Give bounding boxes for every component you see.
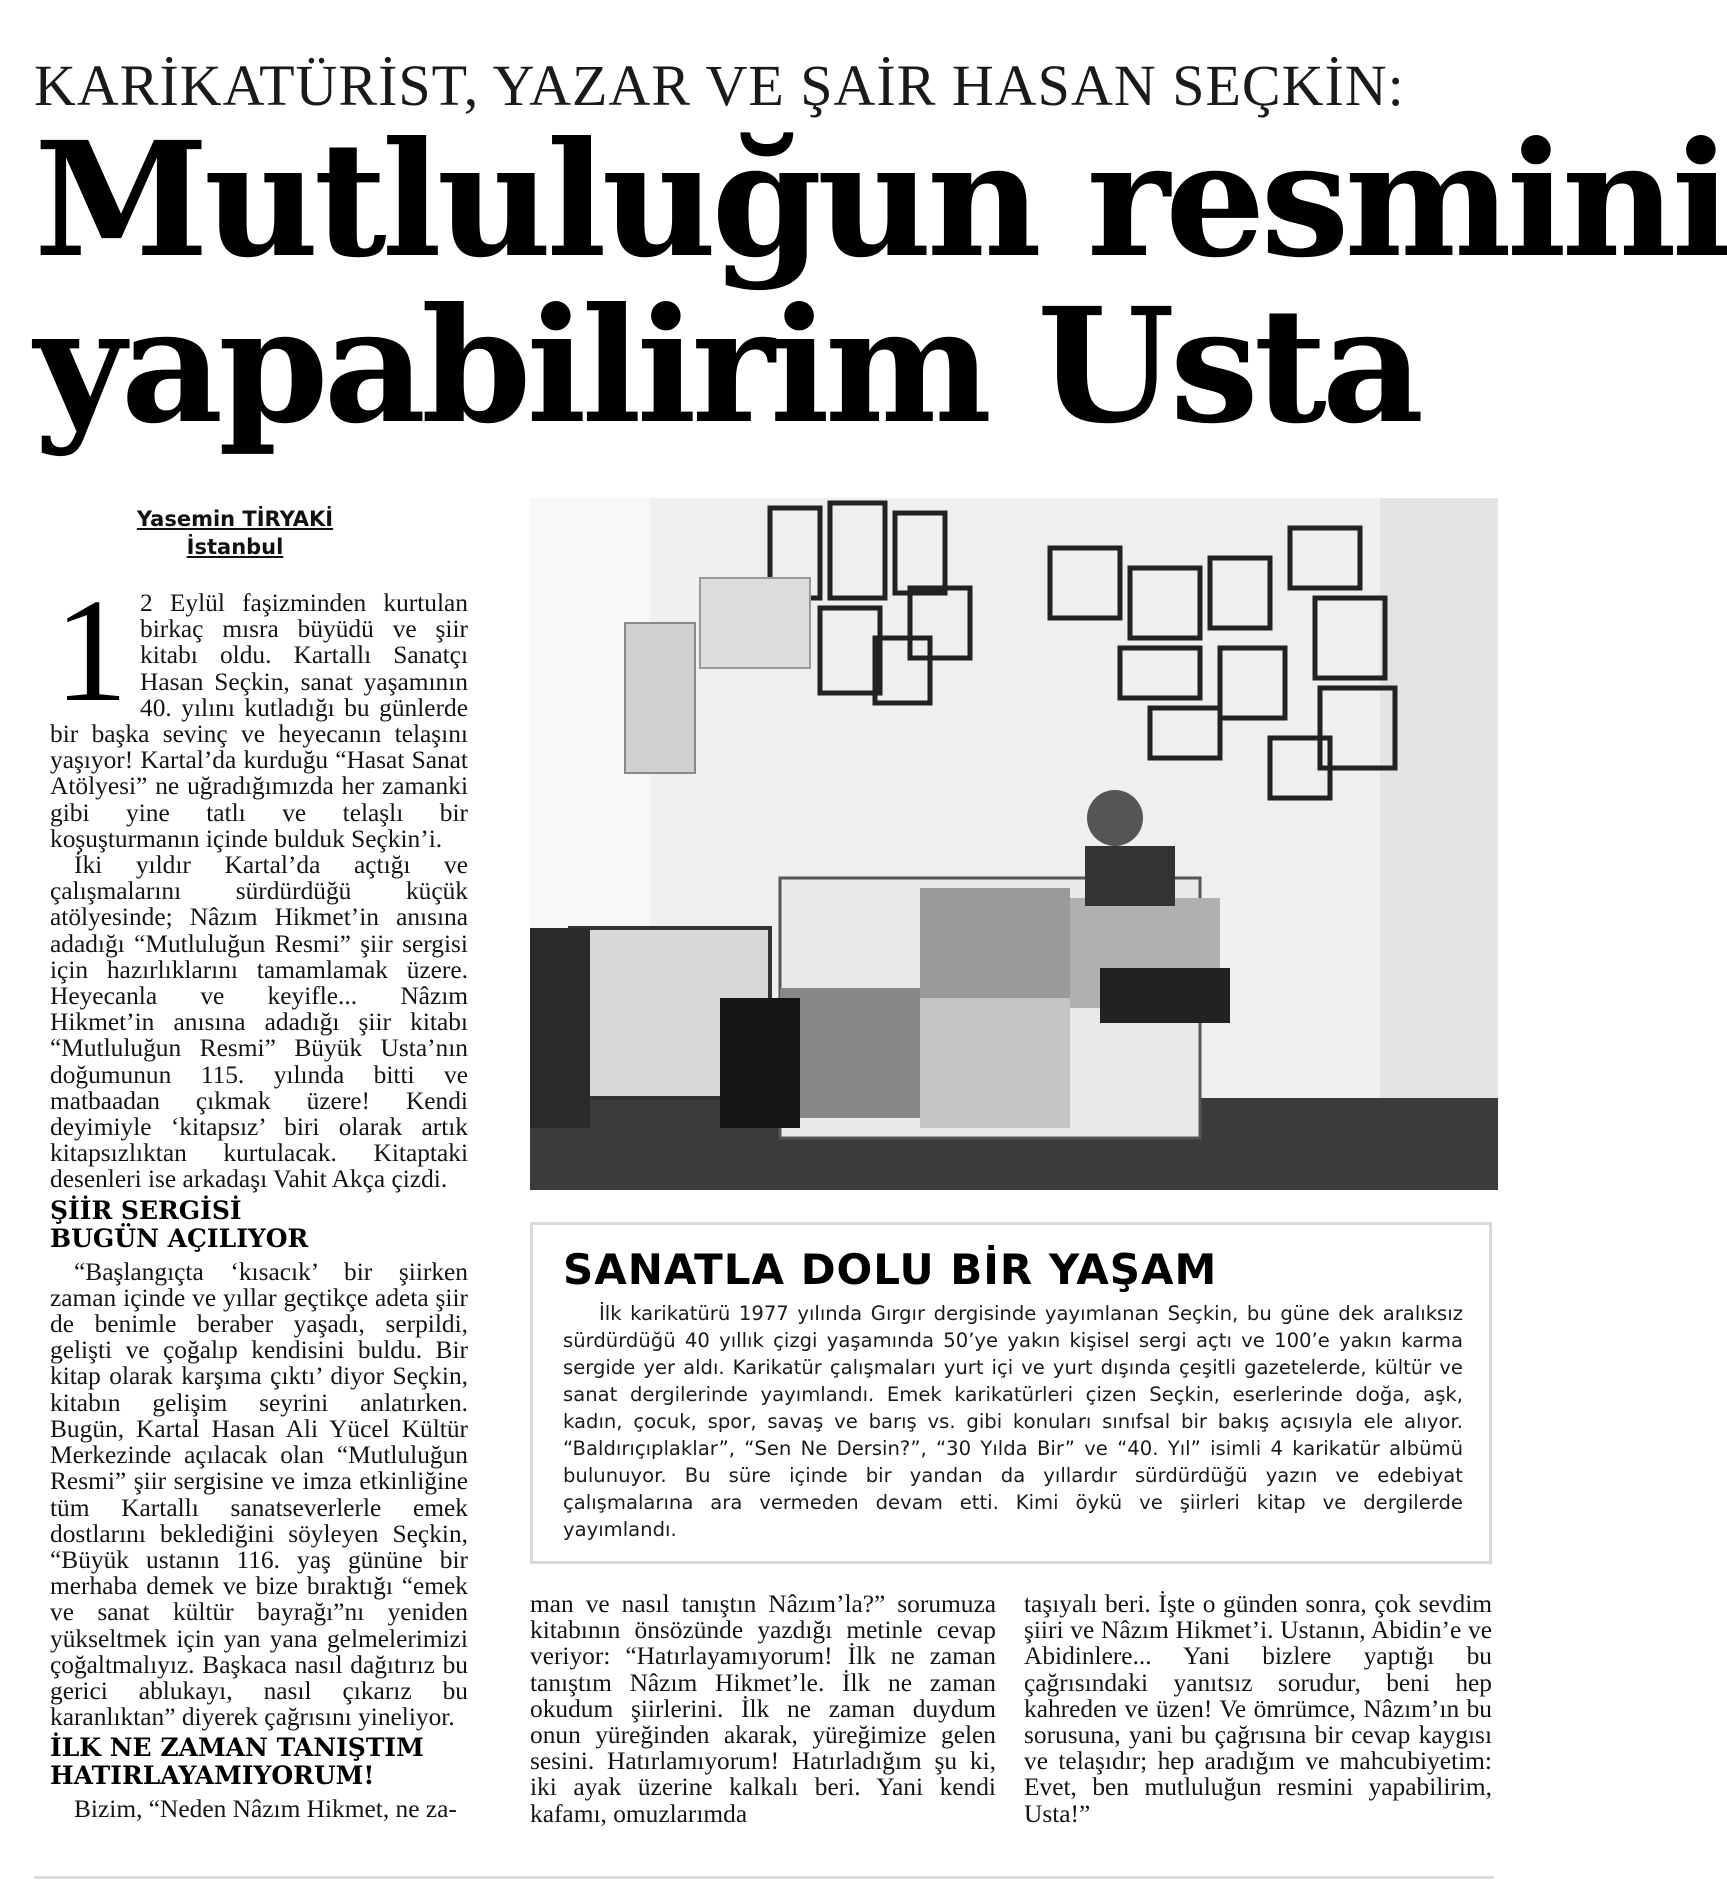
sidebar-box xyxy=(530,1222,1492,1564)
subheading-tanistim xyxy=(50,1734,468,1790)
paragraph-1 xyxy=(50,569,468,853)
column-2: man ve nasıl tanıştın Nâzım’la?” sorumuza kitabının önsözünde yazdığı metinle cevap veriyor: “Hatırlayamıyorum! İlk ne zaman tanıştım Nâzım Hikmet’le. İlk ne zaman okudum şiirlerini. İlk ne zaman duydum onun yüreğinden akarak, yüreğimize gelen sesini. Hatırlamıyorum! Hatırladığım şu ki, iki ayak üzerine kalkalı beri. Yani kendi kafamı, omuzlarımda xyxy=(530,1590,996,1828)
byline xyxy=(130,505,340,561)
byline-location: İstanbul xyxy=(186,535,284,559)
drop-cap: 1 xyxy=(54,569,128,733)
subheading-tanistim-line-1: İLK NE ZAMAN TANIŞTIM xyxy=(50,1733,424,1763)
atelier-photo-illustration xyxy=(530,498,1498,1190)
column-1 xyxy=(50,569,468,1824)
paragraph-1-text: 2 Eylül faşizminden kurtulan birkaç mısra büyüdü ve şiir kitabı oldu. Kartallı Sanatçı Hasan Seçkin, sanat yaşamının 40. yılını kutladığı bu günlerde bir başka sevinç ve heyecanın telaşını yaşıyor! Kartal’da kurduğu “Hasat Sanat Atölyesi” ne uğradığımızda her zamanki gibi yine tatlı ve telaşlı bir koşuşturmanın içinde bulduk Seçkin’i. xyxy=(50,589,468,853)
subheading-sergi xyxy=(50,1197,468,1253)
paragraph-4: Bizim, “Neden Nâzım Hikmet, ne za- xyxy=(74,1795,457,1824)
headline-line-2: yapabilirim Usta xyxy=(34,274,1420,459)
bottom-rule xyxy=(34,1876,1494,1879)
subheading-sergi-line-1: ŞİİR SERGİSİ xyxy=(50,1195,242,1225)
subheading-tanistim-line-2: HATIRLAYAMIYORUM! xyxy=(50,1761,375,1791)
headline-line-1: Mutluluğun resmini xyxy=(34,108,1727,293)
sidebar-box-title: SANATLA DOLU BİR YAŞAM xyxy=(563,1245,1218,1294)
article-headline xyxy=(34,108,1727,459)
atelier-photo xyxy=(530,498,1498,1190)
byline-author: Yasemin TİRYAKİ xyxy=(136,507,334,531)
subheading-sergi-line-2: BUGÜN AÇILIYOR xyxy=(50,1223,309,1253)
paragraph-3: “Başlangıçta ‘kısacık’ bir şiirken zaman içinde ve yıllar geçtikçe adeta şiir de benimle beraber yaşadı, serpildi, gelişti ve çoğalıp kendisini buldu. Bir kitap olarak karşıma çıktı’ diyor Seçkin, kitabın gelişim seyrini anlatırken. Bugün, Kartal Hasan Ali Yücel Kültür Merkezinde açılacak olan “Mutluluğun Resmi” şiir sergisine ve imza etkinliğine tüm Kartallı sanatseverlerle emek dostlarını beklediğini söyleyen Seçkin, “Büyük ustanın 116. yaş gününe bir merhaba demek ve bize bıraktığı “emek ve sanat kültür bayrağı”nı yeniden yükseltmek için yan yana gelmelerimizi çoğaltmalıyız. Başkaca nasıl dağıtırız bu gerici ablukayı, nasıl çıkarız bu karanlıktan” diyerek çağrısını yineliyor. xyxy=(50,1257,468,1732)
article-kicker: KARİKATÜRİST, YAZAR VE ŞAİR HASAN SEÇKİN: xyxy=(34,53,1405,118)
column-3: taşıyalı beri. İşte o günden sonra, çok sevdim şiiri ve Nâzım Hikmet’i. Ustanın, Abidin’e ve Abidinlere... Yani bizlere yaptığı bu çağrısındaki yanıtsız sorudur, beni hep kahreden ve üzen! Ve ömrümce, Nâzım’ın bu sorusuna, yani bu çağrısına bir cevap kaygısı ve telaşıdır; hep aradığım ve mahcubiyetim: Evet, ben mutluluğun resmini yapabilirim, Usta!” xyxy=(1024,1590,1492,1828)
paragraph-2: İki yıldır Kartal’da açtığı ve çalışmalarını sürdürdüğü küçük atölyesinde; Nâzım Hikmet’in anısına adadığı “Mutluluğun Resmi” şiir sergisi için hazırlıklarını tamamlamak üzere. Heyecanla ve keyifle... Nâzım Hikmet’in anısına adadığı şiir kitabı “Mutluluğun Resmi” Büyük Usta’nın doğumunun 115. yılında bitti ve matbaadan çıkmak üzere! Kendi deyimiyle ‘kitapsız’ biri olarak artık kitapsızlıktan kurtulacak. Kitaptaki desenleri ise arkadaşı Vahit Akça çizdi. xyxy=(50,851,468,1194)
sidebar-box-text: İlk karikatürü 1977 yılında Gırgır dergisinde yayımlanan Seçkin, bu güne dek aralıksız sürdürdüğü 40 yıllık çizgi yaşamında 50’ye yakın kişisel sergi açtı ve 100’e yakın karma sergide yer aldı. Karikatür çalışmaları yurt içi ve yurt dışında çeşitli gazetelerde, kültür ve sanat dergilerinde yayımlandı. Emek karikatürleri çizen Seçkin, eserlerinde doğa, aşk, kadın, çocuk, spor, savaş ve barış vs. gibi konuları sınıfsal bir bakış açısıyla ele alıyor. “Baldırıçıplaklar”, “Sen Ne Dersin?”, “30 Yılda Bir” ve “40. Yıl” isimli 4 karikatür albümü bulunuyor. Bu süre içinde bir yandan da yıllardır sürdürdüğü yazın ve edebiyat çalışmalarına ara vermeden devam etti. Kimi öykü ve şiirleri kitap ve dergilerde yayımlandı. xyxy=(563,1302,1463,1541)
